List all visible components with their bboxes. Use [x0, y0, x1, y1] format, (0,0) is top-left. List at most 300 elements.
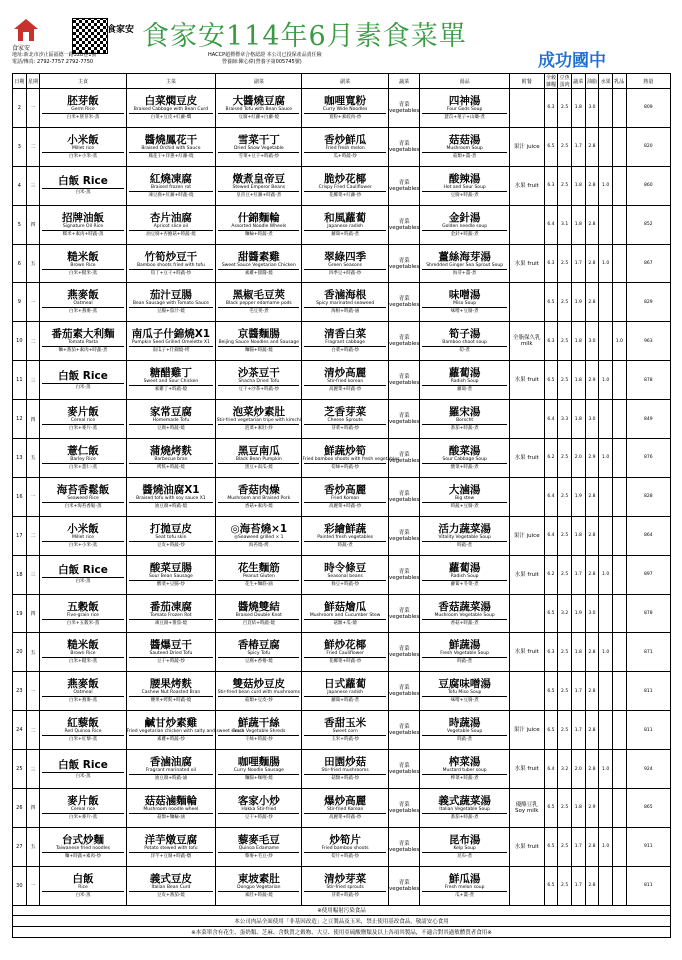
dish-english: Shredded Ginger Sea Sprout Soup — [426, 262, 504, 268]
dish-name: 香滷油腐 — [149, 756, 192, 769]
weekday-cell: 二 — [26, 322, 40, 361]
dish-ingredients: 白米+紅藜-蒸 — [42, 735, 123, 742]
main-dish-cell — [126, 244, 215, 283]
dish-name: 日式蘿蔔 — [324, 678, 367, 691]
dish-english: Seat tofu skin — [155, 534, 187, 540]
dish-name: 酸菜豆腸 — [149, 561, 192, 574]
dish-ingredients: 烤麩+時蔬-燒 — [129, 463, 213, 470]
dish-english: Cheese Sprouts — [327, 418, 363, 424]
nutrition-cell: 1.7 — [571, 555, 585, 594]
dish-ingredients: 糯米+素肉+時蔬-蒸 — [42, 230, 123, 237]
column-header: 熱量 — [626, 74, 670, 89]
vegetable-cell: 青菜 vegetables — [388, 827, 420, 866]
nutrition-cell: 6.5 — [544, 789, 558, 828]
weekday-cell: 四 — [26, 400, 40, 439]
soup-cell — [420, 322, 509, 361]
nutrition-cell: 2.8 — [585, 555, 599, 594]
dish-english: Vitality Vegetable Soup — [438, 534, 491, 540]
dish-english: Bamboo shoot soup — [442, 340, 487, 346]
dish-ingredients: 番茄+時蔬-煮 — [422, 813, 506, 820]
dish-name: 糖醋雞丁 — [149, 367, 192, 380]
column-header: 主菜 — [126, 74, 215, 89]
column-header: 水果 — [599, 74, 613, 89]
dish-english: Fried Korean — [331, 495, 360, 501]
dish-name: 蘿蔔湯 — [448, 561, 481, 574]
calories-cell: 871 — [626, 633, 670, 672]
nutrition-cell — [599, 205, 613, 244]
dish-english: Braised Double Knot — [235, 612, 282, 618]
phone-line: 電話/傳真: 2792-7757 2792-7750 — [12, 59, 94, 65]
date-cell: 6 — [13, 244, 27, 283]
vegetable-cell: 青菜 vegetables — [388, 127, 420, 166]
nutrition-cell: 1.8 — [571, 789, 585, 828]
staple-cell — [40, 750, 126, 789]
main-dish-cell — [126, 750, 215, 789]
menu-table — [12, 73, 671, 938]
dish-ingredients: 凍豆腐+紅蘿+時蔬-燒 — [129, 191, 213, 198]
dish-name: 大滷湯 — [448, 483, 481, 496]
nutrition-cell: 2.5 — [558, 127, 572, 166]
weekday-cell: 三 — [26, 361, 40, 400]
calories-cell: 963 — [626, 322, 670, 361]
calories-cell: 811 — [626, 711, 670, 750]
dish-ingredients: 皇帝豆+紅蘿+時蔬-煮 — [218, 191, 299, 198]
soup-cell — [420, 439, 509, 478]
vegetable-cell: 青菜 vegetables — [388, 322, 420, 361]
staple-cell — [40, 127, 126, 166]
vegetable-cell: 青菜 vegetables — [388, 516, 420, 555]
dish-ingredients: 白米-蒸 — [42, 891, 123, 898]
dish-name: 白飯 — [72, 872, 94, 885]
dish-english: Golden needle soup — [442, 223, 488, 229]
dish-name: 酸菜湯 — [448, 444, 481, 457]
nutrition-cell: 2.5 — [558, 166, 572, 205]
table-row — [13, 205, 671, 244]
side-dish-cell — [216, 827, 302, 866]
nutrition-cell: 1.7 — [571, 244, 585, 283]
dish-name: 黑豆南瓜 — [237, 444, 280, 457]
dish-ingredients: 時蔬-煮 — [422, 735, 506, 742]
dish-ingredients: 毛豆莢-煮 — [218, 307, 299, 314]
dish-name: 洋芋燉豆腐 — [144, 833, 198, 846]
nutrition-cell — [612, 789, 626, 828]
nutrition-cell — [599, 477, 613, 516]
extra-cell: 優酪豆乳 Soy milk — [509, 789, 544, 828]
table-row — [13, 89, 671, 128]
page-title: 食家安114年6月素食菜單 — [142, 21, 467, 52]
brand-name: 食家安 — [107, 25, 135, 35]
soup-cell — [420, 789, 509, 828]
dish-english: Millet rice — [72, 145, 94, 151]
nutrition-cell — [612, 439, 626, 478]
dish-ingredients: 油豆腐+時蔬-燒 — [129, 502, 213, 509]
calories-cell: 829 — [626, 283, 670, 322]
date-cell: 19 — [13, 594, 27, 633]
nutrition-cell: 1.0 — [599, 439, 613, 478]
dish-english: Taiwanese fried noodles — [56, 845, 110, 851]
side-dish-cell — [216, 477, 302, 516]
side-dish-cell — [302, 555, 388, 594]
dish-name: 清香白菜 — [324, 328, 367, 341]
table-row — [13, 400, 671, 439]
nutrition-cell: 6.4 — [544, 205, 558, 244]
dish-english: Brown Rice — [70, 651, 96, 657]
dish-english: Signature Oil Rice — [62, 223, 104, 229]
side-dish-cell — [302, 89, 388, 128]
nutrition-cell — [612, 594, 626, 633]
soup-cell — [420, 516, 509, 555]
nutrition-cell: 2.9 — [585, 361, 599, 400]
calories-cell: 897 — [626, 555, 670, 594]
dish-ingredients: 麵+番茄+素肉+時蔬-煮 — [42, 346, 123, 353]
staple-cell — [40, 205, 126, 244]
weekday-cell: 五 — [26, 827, 40, 866]
dish-name: 紅燒凍腐 — [149, 172, 192, 185]
address-line: 地址:新北市汐止區福德一路328巷1號 — [12, 52, 97, 58]
dish-english: Stir-fried Korean — [326, 806, 364, 812]
side-dish-cell — [216, 361, 302, 400]
weekday-cell: 三 — [26, 555, 40, 594]
extra-cell — [509, 205, 544, 244]
dish-name: 筍子湯 — [448, 328, 481, 341]
staple-cell — [40, 322, 126, 361]
staple-cell — [40, 477, 126, 516]
dish-english: Dried Snow Vegetable — [233, 145, 284, 151]
dish-ingredients: 金針+時蔬-煮 — [422, 230, 506, 237]
dish-name: 糙米飯 — [67, 250, 99, 263]
calories-cell: 911 — [626, 827, 670, 866]
staple-cell — [40, 439, 126, 478]
weekday-cell: 一 — [26, 477, 40, 516]
dish-ingredients: 花椰菜+紅蘿-炒 — [304, 191, 385, 198]
nutrition-cell: 2.5 — [558, 789, 572, 828]
dish-english: Bamboo shoots fried with tofu — [136, 262, 205, 268]
dish-english: ◎Seaweed grilled × 1 — [234, 534, 284, 540]
dish-english: Italian Vegetable Soup — [439, 806, 490, 812]
nutrition-cell: 2.8 — [585, 866, 599, 905]
nutrition-cell: 2.5 — [558, 516, 572, 555]
dish-english: Fresh Vegetable Soup — [440, 651, 489, 657]
nutrition-cell — [599, 89, 613, 128]
dish-ingredients: 豆腸+茄汁-燒 — [129, 307, 213, 314]
side-dish-cell — [216, 672, 302, 711]
main-dish-cell — [126, 789, 215, 828]
dish-name: 金針湯 — [448, 211, 481, 224]
vegetable-cell: 青菜 vegetables — [388, 594, 420, 633]
dish-english: Dongpo Vegetarian — [237, 884, 281, 890]
extra-cell — [509, 283, 544, 322]
date-cell: 13 — [13, 439, 27, 478]
dish-ingredients: 泡菜+素肚-炒 — [218, 424, 299, 431]
calories-cell: 867 — [626, 244, 670, 283]
dish-ingredients: 海芽+薑-煮 — [422, 269, 506, 276]
dish-name: 糙米飯 — [67, 639, 99, 652]
dish-ingredients: 蘿蔔-煮 — [422, 385, 506, 392]
dish-ingredients: 白米+燕麥-蒸 — [42, 696, 123, 703]
dish-ingredients: 榨菜+時蔬-煮 — [422, 774, 506, 781]
side-dish-cell — [302, 361, 388, 400]
calories-cell: 878 — [626, 361, 670, 400]
staple-cell — [40, 866, 126, 905]
dish-name: 清炒高麗 — [324, 367, 367, 380]
main-dish-cell — [126, 555, 215, 594]
staple-cell — [40, 244, 126, 283]
column-header: 附餐 — [509, 74, 544, 89]
nutrition-cell: 6.5 — [544, 127, 558, 166]
side-dish-cell — [302, 594, 388, 633]
dish-english: Stir-fried korean — [327, 379, 364, 385]
nutrition-cell — [612, 400, 626, 439]
dish-english: Beijing Sauce Noodles and Sausage — [218, 340, 300, 346]
dish-name: 東坡素肚 — [237, 872, 280, 885]
dish-english: Fresh Vegetable Shreds — [232, 729, 286, 735]
dish-english: Italian Bean Curd — [151, 884, 191, 890]
dish-name: 鮮蔬炒筍 — [324, 444, 367, 457]
nutrition-cell — [612, 555, 626, 594]
date-cell: 9 — [13, 283, 27, 322]
extra-cell: 果汁 juice — [509, 516, 544, 555]
extra-cell: 全脂保久乳 milk — [509, 322, 544, 361]
side-dish-cell — [216, 244, 302, 283]
dish-english: Painted fresh vegetables — [317, 534, 374, 540]
dish-name: 雪菜干丁 — [237, 133, 280, 146]
dish-name: 台式炒麵 — [62, 833, 104, 846]
nutrition-cell: 1.8 — [571, 205, 585, 244]
footer-note-gmo: 本公司肉品全面使用「非基因改造」之豆製品及玉米，禁止使用基改食品，敬請安心食用 — [13, 915, 671, 926]
calories-cell: 876 — [626, 439, 670, 478]
extra-cell: 水果 fruit — [509, 555, 544, 594]
nutrition-cell: 1.8 — [571, 322, 585, 361]
soup-cell — [420, 361, 509, 400]
dish-english: Assorted Noodle Wheels — [231, 223, 287, 229]
dish-name: 甜醬素雞 — [237, 250, 280, 263]
nutrition-cell: 3.1 — [558, 205, 572, 244]
nutrition-cell: 1.7 — [571, 866, 585, 905]
dish-english: Sour Bean Sausage — [148, 573, 193, 579]
dish-ingredients: 時蔬+豆腐-煮 — [422, 502, 506, 509]
staple-cell — [40, 594, 126, 633]
soup-cell — [420, 555, 509, 594]
staple-cell — [40, 555, 126, 594]
dish-name: 藜麥毛豆 — [237, 833, 280, 846]
vegetable-cell: 青菜 vegetables — [388, 633, 420, 672]
dish-name: 鮮炒花椰 — [324, 639, 367, 652]
staple-cell — [40, 283, 126, 322]
table-row — [13, 672, 671, 711]
dish-name: 家常豆腐 — [149, 406, 192, 419]
dish-ingredients: 菇類+豆皮-炒 — [218, 696, 299, 703]
dish-english: Germ Rice — [71, 106, 95, 112]
dish-english: Cashew Nut Roasted Bran — [141, 690, 201, 696]
nutrition-cell — [612, 750, 626, 789]
staple-cell — [40, 400, 126, 439]
nutrition-cell: 6.4 — [544, 400, 558, 439]
dietitian-line: 營養師:陳心偉(營養字第005745號) — [222, 59, 302, 65]
extra-cell: 水果 fruit — [509, 827, 544, 866]
dish-ingredients: 瓜+薑-煮 — [422, 891, 506, 898]
main-dish-cell — [126, 516, 215, 555]
extra-cell: 水果 fruit — [509, 166, 544, 205]
staple-cell — [40, 789, 126, 828]
dish-english: Black pepper edamame pods — [225, 301, 292, 307]
school-name: 成功國中 — [538, 51, 606, 71]
dish-name: 活力蔬菜湯 — [438, 522, 491, 535]
nutrition-cell: 2.8 — [585, 283, 599, 322]
soup-cell — [420, 594, 509, 633]
dish-english: Fresh melon soup — [444, 884, 485, 890]
dish-name: 白飯 Rice — [58, 758, 108, 771]
nutrition-cell: 6.2 — [544, 439, 558, 478]
nutrition-cell: 3.0 — [585, 400, 599, 439]
dish-ingredients: 豆腐+時蔬-燒 — [129, 424, 213, 431]
dish-ingredients: 豆皮+時蔬-炒 — [129, 541, 213, 548]
nutrition-cell: 3.3 — [558, 400, 572, 439]
date-cell: 10 — [13, 322, 27, 361]
dish-name: 麥片飯 — [67, 406, 99, 419]
date-cell: 11 — [13, 361, 27, 400]
dish-name: 鮮菇燴瓜 — [324, 600, 367, 613]
dish-ingredients: 洋芋+豆腐+時蔬-燉 — [129, 852, 213, 859]
vegetable-cell: 青菜 vegetables — [388, 789, 420, 828]
side-dish-cell — [302, 633, 388, 672]
dish-name: 義式蔬菜湯 — [438, 794, 491, 807]
dish-english: Fried vegetarian chicken with salty and sweet sauce — [126, 729, 245, 735]
dish-english: Vegetable Soup — [446, 729, 483, 735]
dish-name: 雙菇炒豆皮 — [232, 678, 286, 691]
dish-english: Sweet corn — [332, 729, 358, 735]
dish-english: Borscht — [456, 418, 474, 424]
main-dish-cell — [126, 711, 245, 750]
nutrition-cell — [612, 477, 626, 516]
dish-name: 爆炒高麗 — [324, 794, 367, 807]
dish-name: 燕麥飯 — [67, 678, 99, 691]
dish-ingredients: 高麗菜+時蔬-炒 — [304, 502, 385, 509]
dish-english: Five-grain rice — [67, 612, 99, 618]
calories-cell: 809 — [626, 89, 670, 128]
dish-ingredients: 酸菜+時蔬-煮 — [422, 463, 506, 470]
dish-english: Mushroom Vegetable Soup — [434, 612, 495, 618]
soup-cell — [420, 477, 509, 516]
dish-ingredients: 豆腐+紅蘿+白蘿-燒 — [218, 113, 299, 120]
side-dish-cell — [302, 166, 388, 205]
side-dish-cell — [216, 555, 302, 594]
dish-english: Spicy marinated seaweed — [316, 301, 375, 307]
side-dish-cell — [302, 205, 388, 244]
dish-ingredients: 玉米+時蔬-炒 — [304, 735, 385, 742]
dish-english: Cereal rice — [70, 806, 96, 812]
dish-english: Stir-fried sprouts — [326, 884, 364, 890]
dish-english: Fried Cauliflower — [326, 651, 364, 657]
nutrition-cell: 2.8 — [585, 477, 599, 516]
nutrition-cell: 2.5 — [558, 439, 572, 478]
company-address — [12, 52, 96, 66]
nutrition-cell — [612, 244, 626, 283]
dish-name: 時蔬湯 — [448, 717, 481, 730]
date-cell: 2 — [13, 89, 27, 128]
nutrition-cell: 2.5 — [558, 361, 572, 400]
logo-text: 食家安 — [12, 45, 31, 52]
side-dish-cell — [302, 400, 388, 439]
nutrition-cell: 1.8 — [571, 361, 585, 400]
dish-ingredients: 菇類+時蔬-炒 — [304, 774, 385, 781]
date-cell: 4 — [13, 166, 27, 205]
dish-ingredients: 條豆+時蔬-炒 — [304, 580, 385, 587]
nutrition-cell — [612, 361, 626, 400]
staple-cell — [40, 516, 126, 555]
nutrition-cell: 2.5 — [558, 827, 572, 866]
dish-english: Potato stewed with tofu — [144, 845, 198, 851]
dish-name: 燉煮皇帝豆 — [232, 172, 286, 185]
dish-ingredients: 白米+小米-蒸 — [42, 541, 123, 548]
dish-ingredients: 菇類+薑-煮 — [422, 152, 506, 159]
dish-ingredients: 筍丁+豆干+時蔬-炒 — [129, 269, 213, 276]
dish-ingredients: 蘿蔔+冬菜-煮 — [422, 580, 506, 587]
table-row — [13, 750, 671, 789]
dish-ingredients: 黑豆+南瓜-燒 — [218, 463, 299, 470]
nutrition-cell — [599, 789, 613, 828]
vegetable-cell: 青菜 vegetables — [388, 750, 420, 789]
weekday-cell: 二 — [26, 711, 40, 750]
nutrition-cell — [612, 827, 626, 866]
dish-ingredients: 麵腸+咖哩-燒 — [218, 774, 299, 781]
dish-english: Curry Wide Noodles — [322, 106, 368, 112]
dish-name: 脆炒花椰 — [324, 172, 367, 185]
weekday-cell: 三 — [26, 750, 40, 789]
soup-cell — [420, 283, 509, 322]
staple-cell — [40, 672, 126, 711]
extra-cell: 果汁 juice — [509, 711, 544, 750]
nutrition-cell: 1.0 — [599, 361, 613, 400]
side-dish-cell — [216, 322, 302, 361]
dish-ingredients: 白米-蒸 — [42, 188, 123, 195]
dish-name: 榨菜湯 — [448, 756, 481, 769]
nutrition-cell: 1.9 — [571, 594, 585, 633]
table-row — [13, 166, 671, 205]
nutrition-cell: 1.9 — [571, 477, 585, 516]
table-row — [13, 633, 671, 672]
nutrition-cell: 2.5 — [558, 672, 572, 711]
table-row — [13, 361, 671, 400]
qr-code-icon — [72, 18, 108, 54]
calories-cell: 828 — [626, 477, 670, 516]
staple-cell — [40, 361, 126, 400]
nutrition-cell: 1.8 — [571, 400, 585, 439]
vegetable-cell: 青菜 vegetables — [388, 477, 420, 516]
nutrition-cell: 6.3 — [544, 322, 558, 361]
side-dish-cell — [302, 866, 388, 905]
table-row — [13, 244, 671, 283]
weekday-cell: 四 — [26, 594, 40, 633]
dish-name: 咖哩麵腸 — [237, 756, 280, 769]
nutrition-cell: 1.7 — [571, 672, 585, 711]
column-header: 主食 — [40, 74, 126, 89]
weekday-cell: 五 — [26, 633, 40, 672]
date-cell: 3 — [13, 127, 27, 166]
main-dish-cell — [126, 322, 215, 361]
dish-name: 醬燒雙結 — [237, 600, 280, 613]
nutrition-cell: 1.7 — [571, 827, 585, 866]
dish-english: Fragrant marinated oil — [145, 768, 197, 774]
side-dish-cell — [302, 827, 388, 866]
dish-name: 茄汁豆腸 — [149, 289, 192, 302]
calories-cell: 849 — [626, 400, 670, 439]
dish-ingredients: 豆皮+番茄-燒 — [129, 891, 213, 898]
nutrition-cell: 6.5 — [544, 866, 558, 905]
dish-english: Millet rice — [72, 534, 94, 540]
calories-cell: 924 — [626, 750, 670, 789]
nutrition-cell: 2.9 — [585, 439, 599, 478]
side-dish-cell — [302, 244, 388, 283]
